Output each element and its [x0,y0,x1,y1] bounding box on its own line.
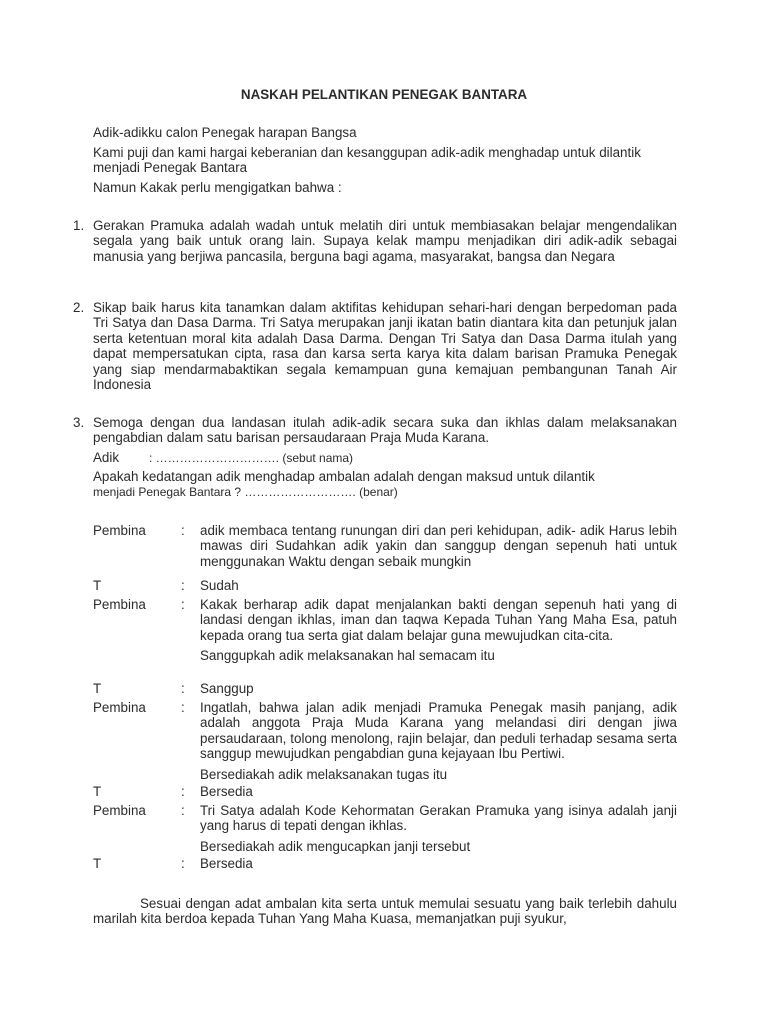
intro-block [93,145,675,176]
dialogue-entry [93,700,677,782]
dialogue-text: Bersedia [200,856,253,871]
dialogue-text: adik membaca tentang runungan diri dan peri kehidupan, adik- adik Harus lebih mawas diri Sudahkan adik yakin dan sanggup dengan sepenuh hati untuk menggunakan Waktu dengan sebaik mungkin [200,523,677,569]
document-title: NASKAH PELANTIKAN PENEGAK BANTARA [240,87,528,102]
question-hint: (benar) [355,485,398,500]
adik-label: Adik [93,450,120,465]
colon: : [181,578,185,593]
colon: : [181,597,185,612]
closing-text: Sesuai dengan adat ambalan kita serta untuk memulai sesuatu yang baik terlebih dahulu marilah kita berdoa kepada Tuhan Yang Maha Kuasa, memanjatkan puji syukur, [93,896,677,927]
speaker-label: T [93,856,102,871]
intro-line: Namun Kakak perlu mengigatkan bahwa : [93,180,342,195]
speaker-label: T [93,578,102,593]
question-text: Apakah kedatangan adik menghadap ambalan adalah dengan maksud untuk dilantik [93,469,595,484]
item-number: 3. [73,415,85,430]
question-line-2 [93,484,677,500]
closing-paragraph [93,896,677,927]
colon: : [181,856,185,871]
dialogue-text: Ingatlah, bahwa jalan adik menjadi Pramuka Penegak masih panjang, adik adalah anggota Praja Muda Karana yang melandasi diri dengan jiwa persaudaraan, tolong menolong, rajin belajar, dan peduli terhadap sesama serta sanggup mewujudkan pengabdian guna kejayaan Ibu Pertiwi. [200,700,677,762]
item-text: Semoga dengan dua landasan itulah adik-adik secara suka dan ikhlas dalam melaksanakan pengabdian dalam satu barisan persaudaraan Praja Muda Karana. [93,415,677,446]
dialogue-text: Tri Satya adalah Kode Kehormatan Gerakan Pramuka yang isinya adalah janji yang harus di tepati dengan ikhlas. [200,803,677,834]
intro-line: Adik-adikku calon Penegak harapan Bangsa [93,125,357,140]
colon: : [181,700,185,715]
speaker-label: Pembina [93,523,146,538]
colon: : [181,803,185,818]
adik-hint: (sebut nama) [279,451,354,465]
colon: : [181,681,185,696]
adik-name-line [93,450,677,466]
adik-dots: : …………………………. [149,451,280,465]
speaker-label: T [93,784,102,799]
dialogue-entry [93,523,677,569]
dialogue-question: Bersediakah adik melaksanakan tugas itu [200,766,448,782]
question-text-2: menjadi Penegak Bantara ? ………………………. [93,485,356,500]
dialogue-entry [93,597,677,664]
numbered-item [73,415,677,446]
numbered-item [73,218,677,264]
speaker-label: T [93,681,102,696]
dialogue-entry [93,578,677,593]
colon: : [181,784,185,799]
item-text: Sikap baik harus kita tanamkan dalam aktifitas kehidupan sehari-hari dengan berpedoman pada Tri Satya dan Dasa Darma. Tri Satya merupakan janji ikatan batin diantara kita dan petunjuk jalan serta ketentuan moral kita adalah Dasa Darma. Dengan Tri Satya dan Dasa Darma itulah yang dapat mempersatukan cipta, rasa dan karsa serta karya kita dalam barisan Pramuka Penegak yang siap mendarmabaktikan segala kemampuan guna kemajuan pembangunan Tanah Air Indonesia [93,300,677,393]
intro-line: Kami puji dan kami hargai keberanian dan kesanggupan adik-adik menghadap untuk dilantik menjadi Penegak Bantara [93,145,641,176]
dialogue-entry [93,784,677,799]
item-number: 1. [73,218,85,233]
question-block [93,469,677,501]
item-text: Gerakan Pramuka adalah wadah untuk melatih diri untuk membiasakan belajar mengendalikan segala yang baik untuk orang lain. Supaya kelak mampu menjadikan diri adik-adik sebagai manusia yang berjiwa pancasila, berguna bagi agama, masyarakat, bangsa dan Negara [93,218,677,264]
dialogue-entry [93,681,677,696]
speaker-label: Pembina [93,597,146,612]
dialogue-entry [93,803,677,854]
numbered-item [73,300,677,392]
intro-block [93,125,675,140]
item-number: 2. [73,300,85,315]
speaker-label: Pembina [93,700,146,715]
dialogue-text: Bersedia [200,784,253,799]
dialogue-question: Bersediakah adik mengucapkan janji tersebut [200,838,471,854]
dialogue-text: Sanggup [200,681,254,696]
dialogue-text: Kakak berharap adik dapat menjalankan bakti dengan sepenuh hati yang di landasi dengan ikhlas, iman dan taqwa Kepada Tuhan Yang Maha Esa, patuh kepada orang tua serta giat dalam belajar guna mewujudkan cita-cita. [200,597,677,643]
dialogue-question: Sanggupkah adik melaksanakan hal semacam itu [200,648,495,664]
intro-block [93,180,675,195]
colon: : [181,523,185,538]
speaker-label: Pembina [93,803,146,818]
dialogue-entry [93,856,677,871]
dialogue-text: Sudah [200,578,239,593]
